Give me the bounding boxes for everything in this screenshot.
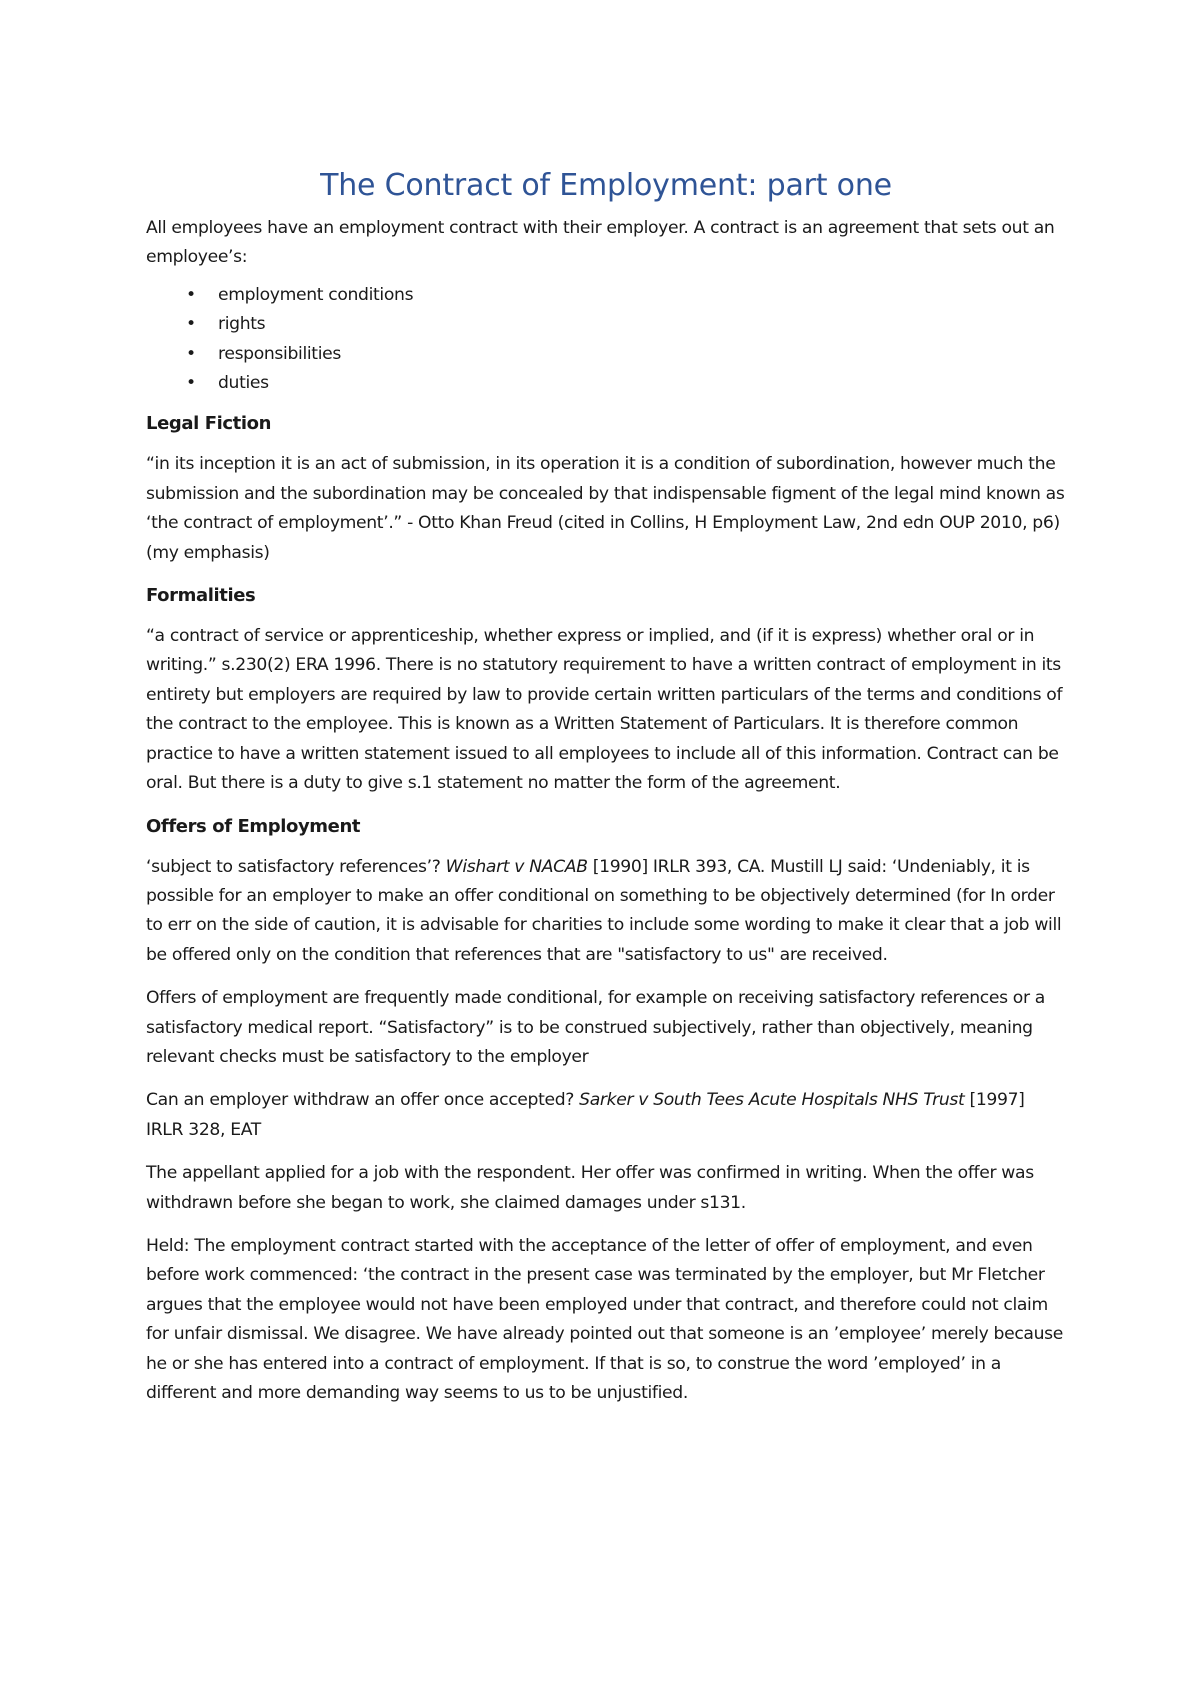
bullet-icon: • [186, 343, 196, 364]
offers-paragraph-4: The appellant applied for a job with the respondent. Her offer was confirmed in writing. When the offer was withdrawn before she began to work, she claimed damages under s131. [146, 1163, 1034, 1213]
bullet-icon: • [186, 373, 196, 394]
bullet-icon: • [186, 314, 196, 335]
offers-paragraph-1 [146, 853, 1066, 971]
offers-paragraph-3 [146, 1086, 1066, 1145]
text-run: ‘subject to satisfactory references’? [146, 856, 446, 877]
text-run: [1990] IRLR 393, CA. Mustill LJ said: ‘Undeniably, it is possible for an employer to make an offer conditional on something to be objectively determined (for In order to err on the side of caution, it is advisable for charities to include some wording to make it clear that a job will be offered only on the condition that references that are "satisfactory to us" are received. [146, 856, 1062, 965]
bullet-list [146, 281, 1066, 399]
list-item [146, 369, 1066, 398]
case-citation: Wishart v NACAB [445, 856, 588, 877]
legal-fiction-paragraph: “in its inception it is an act of submission, in its operation it is a condition of subordination, however much the submission and the subordination may be concealed by that indispensable figment of the legal mind known as ‘the contract of employment’.” - Otto Khan Freud (cited in Collins, H Employment Law, 2nd edn OUP 2010, p6) (my emphasis) [146, 454, 1065, 563]
offers-paragraph-2: Offers of employment are frequently made conditional, for example on receiving satisfactory references or a satisfactory medical report. “Satisfactory” is to be construed subjectively, rather than objectively, meaning relevant checks must be satisfactory to the employer [146, 988, 1045, 1067]
document-page [146, 166, 1066, 1422]
document-title: The Contract of Employment: part one [320, 168, 892, 203]
intro-paragraph: All employees have an employment contract with their employer. A contract is an agreement that sets out an employee’s: [146, 218, 1055, 268]
list-item [146, 281, 1066, 310]
text-run: [1997] IRLR 328, EAT [146, 1090, 1025, 1140]
text-run: Can an employer withdraw an offer once accepted? [146, 1090, 580, 1111]
list-item [146, 340, 1066, 369]
list-item-text: responsibilities [218, 343, 341, 364]
legal-fiction-heading: Legal Fiction [146, 413, 272, 435]
list-item-text: rights [218, 314, 266, 335]
offers-heading: Offers of Employment [146, 815, 361, 837]
bullet-icon: • [186, 284, 196, 305]
list-item [146, 310, 1066, 339]
list-item-text: employment conditions [218, 284, 414, 305]
formalities-heading: Formalities [146, 585, 256, 607]
formalities-paragraph: “a contract of service or apprenticeship, whether express or implied, and (if it is express) whether oral or in writing.” s.230(2) ERA 1996. There is no statutory requirement to have a written contract of employment in its entirety but employers are required by law to provide certain written particulars of the terms and conditions of the contract to the employee. This is known as a Written Statement of Particulars. It is therefore common practice to have a written statement issued to all employees to include all of this information. Contract can be oral. But there is a duty to give s.1 statement no matter the form of the agreement. [146, 626, 1063, 794]
list-item-text: duties [218, 373, 269, 394]
offers-paragraph-5: Held: The employment contract started with the acceptance of the letter of offer of employment, and even before work commenced: ‘the contract in the present case was terminated by the employer, but Mr Fletcher argues that the employee would not have been employed under that contract, and therefore could not claim for unfair dismissal. We disagree. We have already pointed out that someone is an ’employee’ merely because he or she has entered into a contract of employment. If that is so, to construe the word ’employed’ in a different and more demanding way seems to us to be unjustified. [146, 1235, 1063, 1403]
case-citation: Sarker v South Tees Acute Hospitals NHS Trust [579, 1090, 965, 1111]
